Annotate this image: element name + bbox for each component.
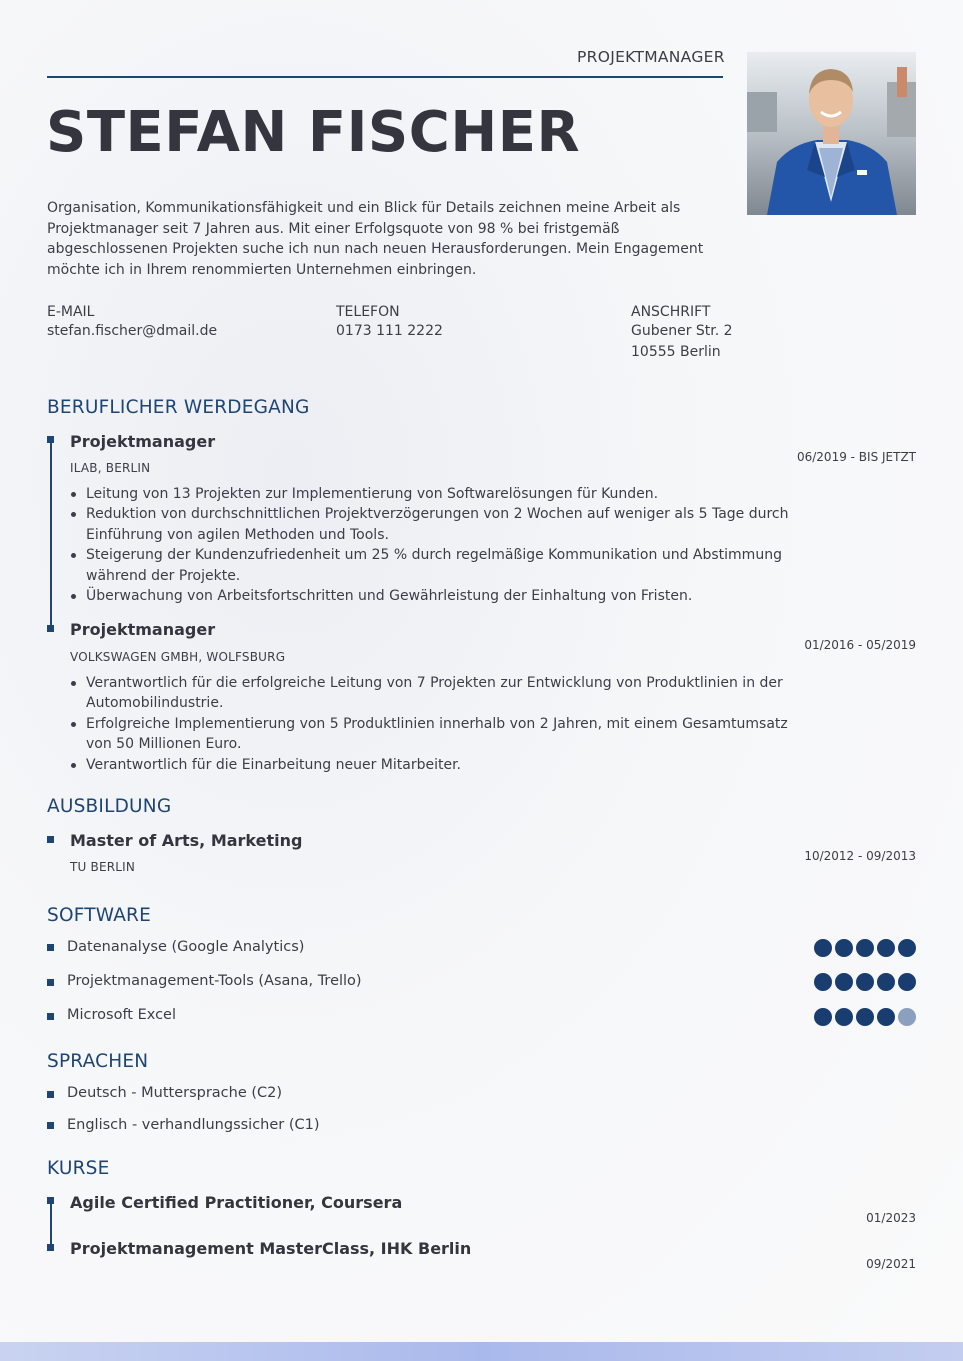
list-item: Verantwortlich für die erfolgreiche Leitung von 7 Projekten zur Entwicklung von Produktlinien in der Automobilindustrie. bbox=[70, 673, 805, 714]
language-item: Deutsch - Muttersprache (C2) bbox=[67, 1085, 283, 1101]
education-marker bbox=[47, 836, 54, 843]
software-item-label: Projektmanagement-Tools (Asana, Trello) bbox=[67, 973, 362, 989]
software-marker bbox=[47, 1013, 54, 1020]
course-date: 09/2021 bbox=[866, 1257, 916, 1271]
skill-rating bbox=[814, 1008, 916, 1026]
rating-dot-filled bbox=[877, 939, 895, 957]
timeline-marker bbox=[47, 1244, 54, 1251]
email-label: E-MAIL bbox=[47, 304, 95, 320]
phone-value[interactable]: 0173 111 2222 bbox=[336, 323, 443, 339]
timeline-line bbox=[50, 440, 52, 630]
candidate-name: STEFAN FISCHER bbox=[46, 100, 581, 165]
skill-rating bbox=[814, 973, 916, 991]
job-role: Projektmanager bbox=[70, 620, 216, 639]
job-title: PROJEKTMANAGER bbox=[577, 48, 725, 66]
address-line2: 10555 Berlin bbox=[631, 343, 721, 360]
job-company: ILAB, BERLIN bbox=[70, 461, 151, 475]
job-date: 01/2016 - 05/2019 bbox=[804, 638, 916, 652]
rating-dot-filled bbox=[898, 939, 916, 957]
section-title-courses: KURSE bbox=[47, 1158, 110, 1179]
contact-email bbox=[47, 304, 217, 342]
job-company: VOLKSWAGEN GMBH, WOLFSBURG bbox=[70, 650, 286, 664]
rating-dot-filled bbox=[814, 939, 832, 957]
phone-label: TELEFON bbox=[336, 304, 400, 320]
software-marker bbox=[47, 979, 54, 986]
section-title-software: SOFTWARE bbox=[47, 905, 152, 926]
rating-dot-filled bbox=[877, 1008, 895, 1026]
list-item: Verantwortlich für die Einarbeitung neuer Mitarbeiter. bbox=[70, 755, 805, 775]
section-title-experience: BERUFLICHER WERDEGANG bbox=[47, 397, 310, 418]
rating-dot-filled bbox=[856, 1008, 874, 1026]
course-title: Agile Certified Practitioner, Coursera bbox=[70, 1193, 403, 1212]
rating-dot-filled bbox=[835, 1008, 853, 1026]
list-item: Steigerung der Kundenzufriedenheit um 25 % durch regelmäßige Kommunikation und Abstimmung während der Projekte. bbox=[70, 545, 805, 586]
job-bullets bbox=[70, 484, 805, 606]
education-date: 10/2012 - 09/2013 bbox=[804, 849, 916, 863]
education-degree: Master of Arts, Marketing bbox=[70, 831, 303, 850]
contact-address bbox=[631, 304, 733, 362]
header-divider bbox=[47, 76, 723, 78]
rating-dot-filled bbox=[835, 973, 853, 991]
rating-dot-filled bbox=[814, 973, 832, 991]
job-role: Projektmanager bbox=[70, 432, 216, 451]
rating-dot-filled bbox=[856, 939, 874, 957]
profile-summary: Organisation, Kommunikationsfähigkeit und ein Blick für Details zeichnen meine Arbeit als Projektmanager seit 7 Jahren aus. Mit einer Erfolgsquote von 98 % bei fristgemäß abgeschlossenen Projekten suche ich nun nach neuen Herausforderungen. Mein Engagement möchte ich in Ihrem renommierten Unternehmen einbringen. bbox=[47, 200, 704, 278]
language-marker bbox=[47, 1122, 54, 1129]
list-item: Leitung von 13 Projekten zur Implementierung von Softwarelösungen für Kunden. bbox=[70, 484, 805, 504]
timeline-marker bbox=[47, 1197, 54, 1204]
rating-dot-filled bbox=[835, 939, 853, 957]
rating-dot-filled bbox=[814, 1008, 832, 1026]
rating-dot-filled bbox=[856, 973, 874, 991]
rating-dot-empty bbox=[898, 1008, 916, 1026]
language-marker bbox=[47, 1091, 54, 1098]
address-line1: Gubener Str. 2 bbox=[631, 323, 733, 339]
address-label: ANSCHRIFT bbox=[631, 304, 711, 320]
list-item: Erfolgreiche Implementierung von 5 Produktlinien innerhalb von 2 Jahren, mit einem Gesamtumsatz von 50 Millionen Euro. bbox=[70, 714, 805, 755]
skill-rating bbox=[814, 939, 916, 957]
contact-phone bbox=[336, 304, 443, 342]
section-title-education: AUSBILDUNG bbox=[47, 796, 172, 817]
rating-dot-filled bbox=[877, 973, 895, 991]
job-bullets bbox=[70, 673, 805, 775]
list-item: Überwachung von Arbeitsfortschritten und Gewährleistung der Einhaltung von Fristen. bbox=[70, 586, 805, 606]
timeline-line bbox=[50, 1200, 52, 1246]
footer-bar bbox=[0, 1342, 963, 1361]
course-date: 01/2023 bbox=[866, 1211, 916, 1225]
section-title-languages: SPRACHEN bbox=[47, 1051, 149, 1072]
email-value[interactable]: stefan.fischer@dmail.de bbox=[47, 323, 218, 339]
software-item-label: Microsoft Excel bbox=[67, 1007, 177, 1023]
timeline-marker bbox=[47, 436, 54, 443]
list-item: Reduktion von durchschnittlichen Projektverzögerungen von 2 Wochen auf weniger als 5 Tage durch Einführung von agilen Methoden und Tools. bbox=[70, 504, 805, 545]
rating-dot-filled bbox=[898, 973, 916, 991]
profile-photo bbox=[747, 52, 916, 215]
timeline-marker bbox=[47, 625, 54, 632]
education-school: TU BERLIN bbox=[70, 860, 136, 874]
software-marker bbox=[47, 944, 54, 951]
job-date: 06/2019 - BIS JETZT bbox=[796, 450, 916, 464]
language-item: Englisch - verhandlungssicher (C1) bbox=[67, 1117, 320, 1133]
software-item-label: Datenanalyse (Google Analytics) bbox=[67, 939, 305, 955]
course-title: Projektmanagement MasterClass, IHK Berlin bbox=[70, 1239, 472, 1258]
